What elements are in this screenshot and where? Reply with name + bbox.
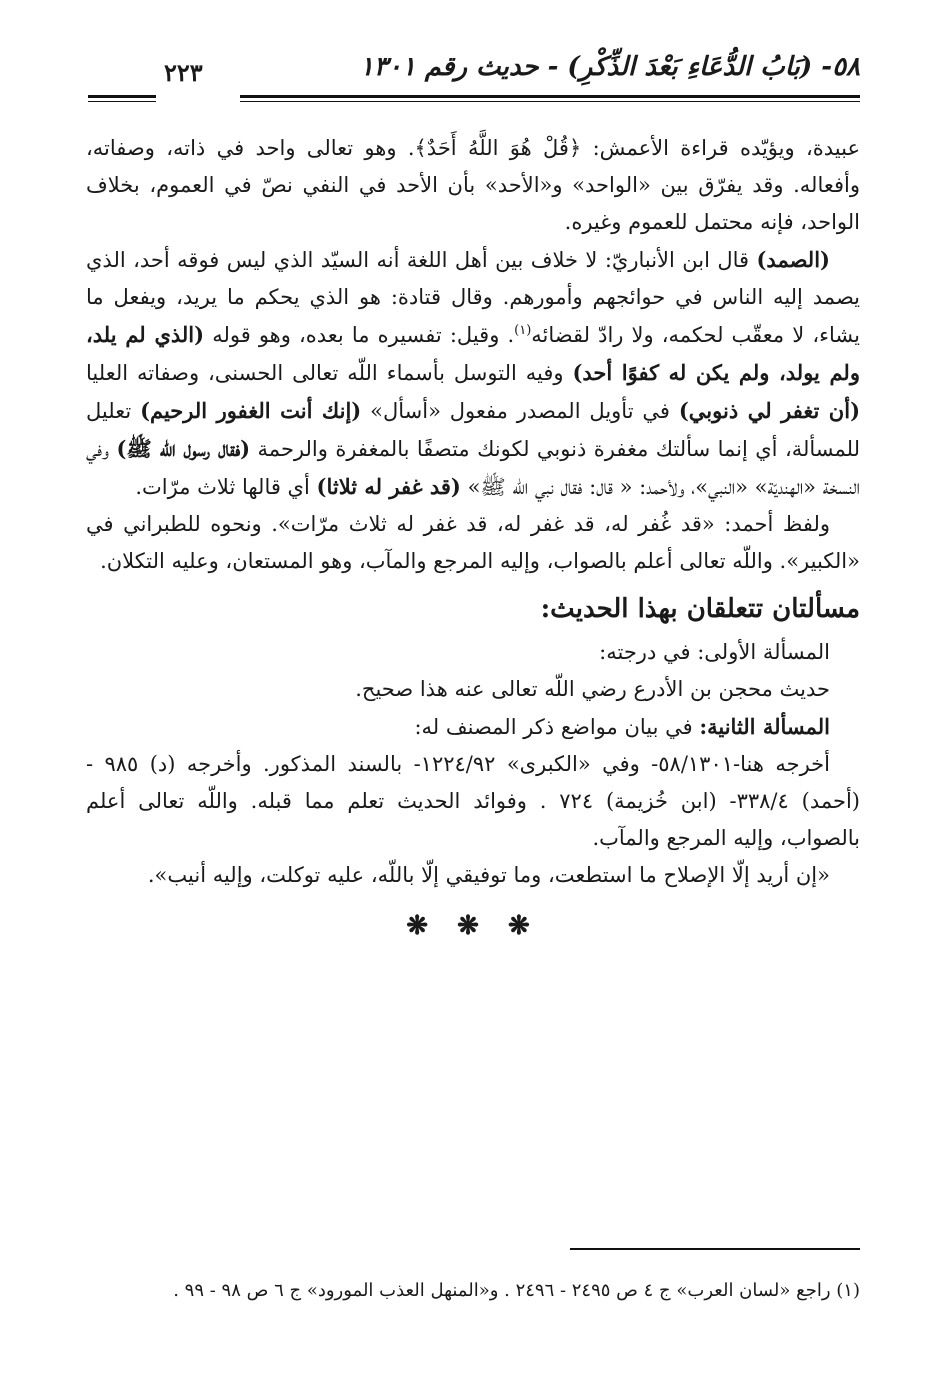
page-number-rule-thin [88,101,156,102]
footnote-rule [570,1248,860,1250]
talil-text: تعليل للمسألة، أي إنما سألتك مغفرة ذنوبي لكونك متصفًا بالمغفرة والرحمة [86,399,860,461]
question-2-title: في بيان مواضع ذكر المصنف له: [414,715,693,739]
masdar-text: في تأويل المصدر مفعول «أسأل» [370,399,670,423]
question-1-title: في درجته: [599,640,691,664]
footnote-ref: (١) [514,323,532,338]
nuskha-text: وفي النسخة «الهنديّة» «النبي»، ولأحمد: « قال: فقال نبي اللّه ﷺ» [86,437,860,499]
term-lam-yalid: (الذي لم يلد، ولم يولد، ولم يكن له كفوًا أحد) [86,322,860,385]
term-an-taghfir: (أن تغفر لي ذنوبي) [678,398,861,423]
question-1 [86,634,860,671]
term-innaka: (إنك أنت الغفور الرحيم) [140,398,362,423]
question-2-label: المسألة الثانية: [699,714,830,739]
term-faqala: (فقال رسول اللّه ﷺ) [116,436,251,461]
page-body [86,130,860,945]
footnote: (١) راجع «لسان العرب» ج ٤ ص ٢٤٩٥ - ٢٤٩٦ . و«المنهل العذب المورود» ج ٦ ص ٩٨ - ٩٩ . [173,1280,860,1301]
closing-quote: «إن أريد إلّا الإصلاح ما استطعت، وما توفيقي إلّا باللّه، عليه توكلت، وإليه أنيب». [147,863,830,887]
question-1-text: حديث محجن بن الأدرع رضي اللّه تعالى عنه هذا صحيح. [355,677,830,701]
paragraph-ahmad: ولفظ أحمد: «قد غُفر له، قد غفر له، قد غفر له ثلاث مرّات». ونحوه للطبراني في «الكبير». واللّه تعالى أعلم بالصواب، وإليه المرجع والمآب، وهو المستعان، وعليه التكلان. [86,512,860,573]
question-1-label: المسألة الأولى: [697,640,830,664]
question-2 [86,708,860,746]
samad-tafsir: وقيل: تفسيره ما بعده، وهو قوله [212,323,500,347]
paragraph-samad: (الصمد) قال ابن الأنباريّ: لا خلاف بين أهل اللغة أنه السيّد الذي ليس فوقه أحد، الذي يصمد إليه الناس في حوائجهم وأمورهم. وقال قتادة: هو الذي يحكم ما يريد، ويفعل ما يشاء، لا معقّب لحكمه، ولا رادّ لقضائه$^{(١)}$. وقيل: تفسيره ما بعده، وهو قوله (الذي لم يلد، ولم يولد، ولم يكن له كفوًا أحد) وفيه التوسل بأسماء اللّه تعالى الحسنى، وصفاته العليا (أن تغفر لي ذنوبي) في تأويل المصدر مفعول «أسأل» (إنك أنت الغفور الرحيم) تعليل للمسألة، أي إنما سألتك مغفرة ذنوبي لكونك متصفًا بالمغفرة والرحمة (فقال رسول اللّه ﷺ) وفي النسخة «الهنديّة» «النبي»، ولأحمد: « قال: فقال نبي اللّه ﷺ» (قد غفر له ثلاثا) أي قالها ثلاث مرّات. [86,247,861,499]
term-samad: (الصمد) [756,247,830,272]
running-title: ٥٨- (بَابُ الدُّعَاءِ بَعْدَ الذِّكْرِ) - حديث رقم ١٣٠١ [359,52,860,82]
page-number-rule [88,95,156,98]
section-heading: مسألتان تتعلقان بهذا الحديث: [540,594,860,624]
samad-explanation: قال ابن الأنباريّ: لا خلاف بين أهل اللغة أنه السيّد الذي ليس فوقه أحد، الذي يصمد إليه الناس في حوائجهم وأمورهم. وقال قتادة: هو الذي يحكم ما يريد، ويفعل ما يشاء، لا معقّب لحكمه، ولا رادّ لقضائه [86,248,860,347]
term-qad-ghufir: (قد غفر له ثلاثا) [316,474,461,499]
page-number: ٢٢٣ [164,58,203,87]
thalath-text: أي قالها ثلاث مرّات. [135,475,310,499]
page-header [88,52,860,92]
header-rule [240,95,860,98]
paragraph-ahad: عبيدة، ويؤيّده قراءة الأعمش: ﴿قُلْ هُوَ اللَّهُ أَحَدٌ﴾. وهو تعالى واحد في ذاته، وصفاته، وأفعاله. وقد يفرّق بين «الواحد» و«الأحد» بأن الأحد في النفي نصّ في العموم، بخلاف الواحد، فإنه محتمل للعموم وغيره. [86,136,860,234]
tawassul-text: وفيه التوسل بأسماء اللّه تعالى الحسنى، وصفاته العليا [86,361,564,385]
section-end-stars: ❋ ❋ ❋ [406,911,540,941]
question-2-text: أخرجه هنا-٥٨/١٣٠١- وفي «الكبرى» ١٢٢٤/٩٢- بالسند المذكور. وأخرجه (د) ٩٨٥ - (أحمد) ٣٣٨/٤- (ابن خُزيمة) ٧٢٤ . وفوائد الحديث تعلم مما قبله. واللّه تعالى أعلم بالصواب، وإليه المرجع والمآب. [86,752,860,850]
header-rule-thin [240,101,860,102]
